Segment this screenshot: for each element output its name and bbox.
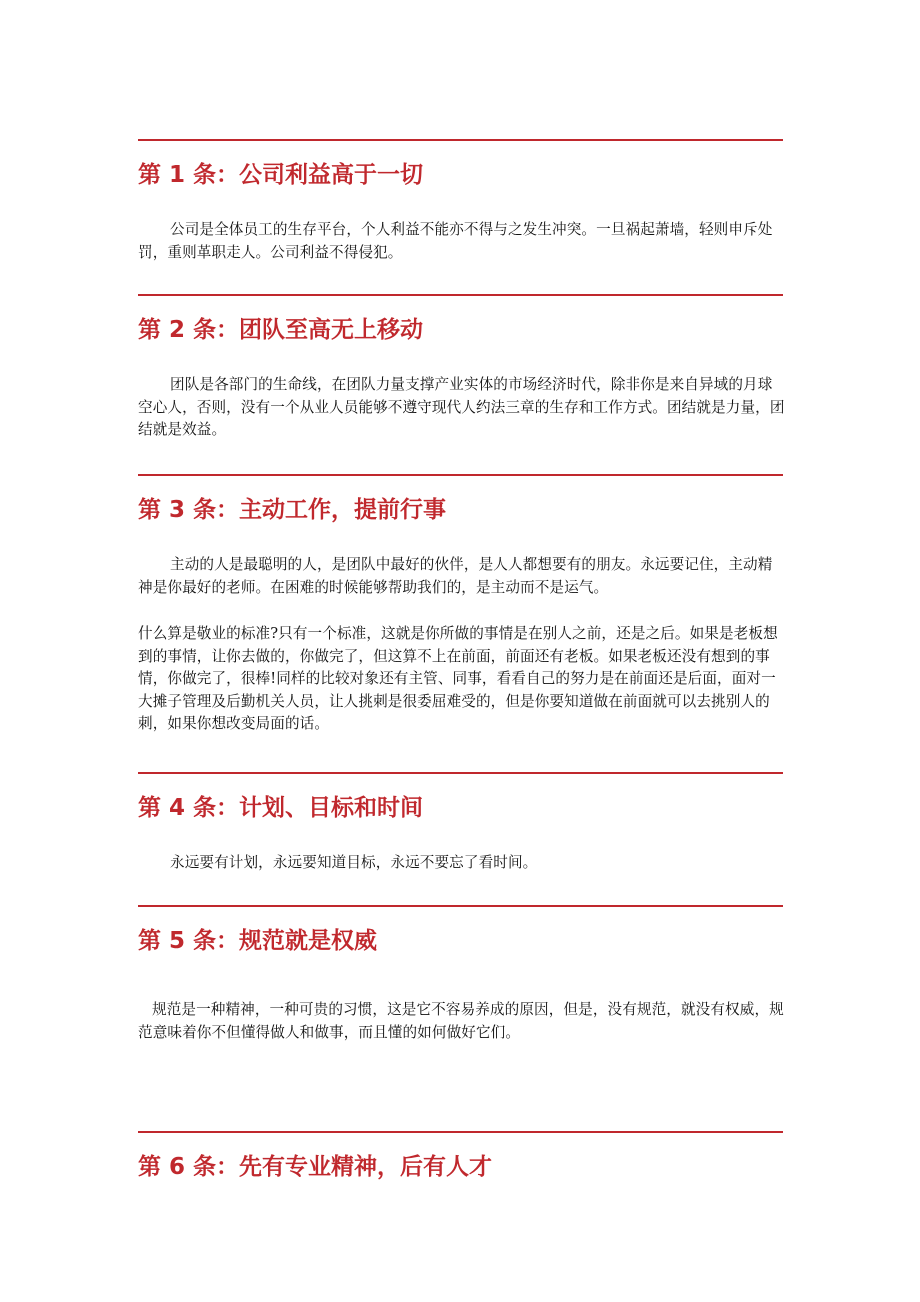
section-paragraph: 规范是一种精神，一种可贵的习惯，这是它不容易养成的原因，但是，没有规范，就没有权威，规范意味着你不但懂得做人和做事，而且懂的如何做好它们。 [138,1001,784,1041]
section-heading: 第 3 条：主动工作，提前行事 [138,497,447,523]
section-paragraph: 什么算是敬业的标准?只有一个标准，这就是你所做的事情是在别人之前，还是之后。如果是老板想到的事情，让你去做的，你做完了，但这算不上在前面，前面还有老板。如果老板还没有想到的事情，你做完了，很棒!同样的比较对象还有主管、同事，看看自己的努力是在前面还是后面，面对一大摊子管理及后勤机关人员，让人挑刺是很委屈难受的，但是你要知道做在前面就可以去挑别人的刺，如果你想改变局面的话。 [138,625,778,732]
section-heading: 第 5 条：规范就是权威 [138,928,378,954]
section-heading: 第 2 条：团队至高无上移动 [138,317,424,343]
section-heading: 第 4 条：计划、目标和时间 [138,795,424,821]
section-heading: 第 6 条：先有专业精神，后有人才 [138,1154,493,1180]
section-divider [138,474,783,476]
section-divider [138,905,783,907]
section-divider [138,139,783,141]
section-paragraph: 主动的人是最聪明的人，是团队中最好的伙伴，是人人都想要有的朋友。永远要记住，主动精神是你最好的老师。在困难的时候能够帮助我们的，是主动而不是运气。 [138,556,773,596]
section-paragraph: 公司是全体员工的生存平台，个人利益不能亦不得与之发生冲突。一旦祸起萧墙，轻则申斥处罚，重则革职走人。公司利益不得侵犯。 [138,221,773,261]
section-paragraph: 永远要有计划，永远要知道目标，永远不要忘了看时间。 [170,854,538,871]
section-divider [138,772,783,774]
section-divider [138,294,783,296]
section-divider [138,1131,783,1133]
section-heading: 第 1 条：公司利益高于一切 [138,162,424,188]
section-paragraph: 团队是各部门的生命线，在团队力量支撑产业实体的市场经济时代，除非你是来自异域的月球空心人，否则，没有一个从业人员能够不遵守现代人约法三章的生存和工作方式。团结就是力量，团结就是效益。 [138,376,785,438]
